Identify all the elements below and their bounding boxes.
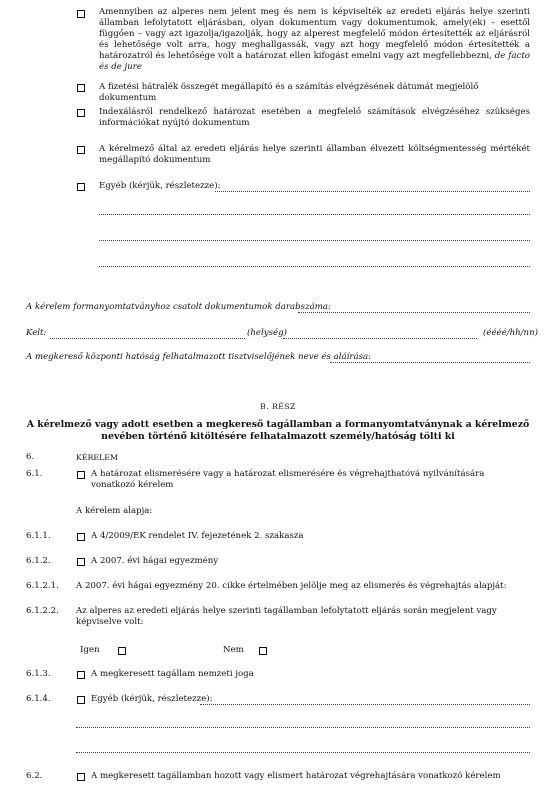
opt-a-text: Amennyiben az alperes nem jelent meg és nem is képviselték az eredeti eljárás helye szerinti államban lefolytatott eljárásban, olyan dokumentum vagy dokumentumok, amely(ek) – esettől függően – vagy azt igazolja/igazolják, hogy az alperest megfelelő módon értesítették az eljárásról és lehetősége volt arra, hogy meghallgassák, vagy azt hogy megfelelő módon értesítették a határozatról és lehetősége volt a határozat ellen kifogást emelni vagy azt megfellebbezni, de facto és de jure: [99, 7, 530, 72]
checkbox-6-1[interactable]: [77, 471, 85, 479]
opt-e-field-line-3[interactable]: [99, 240, 530, 241]
opt-e-field-line[interactable]: [215, 191, 530, 192]
signature-label: A megkereső központi hatóság felhatalmazott tisztviselőjének neve és aláírása:: [26, 352, 372, 362]
item-6-1-4-field-line-3[interactable]: [76, 752, 530, 753]
checkbox-opt-b[interactable]: [77, 84, 85, 92]
item-6-1-4-text: Egyéb (kérjük, részletezze):: [91, 694, 213, 704]
item-6-1-2-number: 6.1.2.: [26, 556, 51, 566]
basis-label: A kérelem alapja:: [76, 506, 153, 516]
checkbox-opt-d[interactable]: [77, 146, 85, 154]
opt-b-text: A fizetési hátralék összegét megállapító és a számítás elvégzésének dátumát megjelölő dokumentum: [99, 82, 479, 103]
checkbox-opt-e[interactable]: [77, 183, 85, 191]
item-6-1-4-field-line-2[interactable]: [76, 727, 530, 728]
opt-e-field-line-2[interactable]: [99, 214, 530, 215]
checkbox-opt-c[interactable]: [77, 109, 85, 117]
item-6-1-2-1-text: A 2007. évi hágai egyezmény 20. cikke értelmében jelölje meg az elismerés és végrehajtás alapját:: [76, 581, 507, 591]
item-6-2-text: A megkeresett tagállamban hozott vagy elismert határozat végrehajtására vonatkozó kérelem: [91, 771, 501, 781]
opt-d-text: A kérelmező által az eredeti eljárás helye szerinti államban élvezett költségmentesség mértékét megállapító dokumentum: [99, 144, 530, 165]
yes-label: Igen: [80, 645, 100, 655]
item-6-1-number: 6.1.: [26, 469, 43, 479]
item-6-1-1-number: 6.1.1.: [26, 531, 51, 541]
helyseg-label: (helység): [247, 328, 287, 338]
checkbox-6-1-3[interactable]: [77, 671, 85, 679]
item-6-1-1-text: A 4/2009/EK rendelet IV. fejezetének 2. szakasza: [91, 531, 304, 541]
place-field[interactable]: [50, 338, 245, 339]
checkbox-6-1-2[interactable]: [77, 558, 85, 566]
checkbox-yes[interactable]: [118, 647, 126, 655]
item-6-1-3-text: A megkeresett tagállam nemzeti joga: [91, 669, 254, 679]
kelt-label: Kelt:: [26, 328, 47, 338]
date-format-label: (éééé/hh/nn): [483, 328, 538, 338]
item-6-title: KÉRELEM: [76, 453, 118, 462]
item-6-1-2-2-text: Az alperes az eredeti eljárás helye szerinti tagállamban lefolytatott eljárás során megjelent vagy képviselve volt:: [76, 606, 497, 627]
item-6-2-number: 6.2.: [26, 771, 43, 781]
signature-field[interactable]: [330, 362, 530, 363]
opt-c-text: Indexálásról rendelkező határozat esetében a megfelelő számítások elvégzéséhez szükséges információkat nyújtó dokumentum: [99, 107, 530, 128]
item-6-1-text: A határozat elismerésére vagy a határozat elismerésére és végrehajthatóvá nyilvánítására vonatkozó kérelem: [91, 469, 485, 490]
checkbox-6-1-1[interactable]: [77, 533, 85, 541]
item-6-1-2-text: A 2007. évi hágai egyezmény: [91, 556, 219, 566]
doc-count-field[interactable]: [298, 312, 530, 313]
item-6-1-2-1-number: 6.1.2.1.: [26, 581, 59, 591]
section-b-title: A kérelmező vagy adott esetben a megkereső tagállamban a formanyomtatványnak a kérelmező nevében történő kitöltésére felhatalmazott személy/hatóság tölti ki: [26, 419, 530, 442]
item-6-1-4-number: 6.1.4.: [26, 694, 51, 704]
item-6-1-3-number: 6.1.3.: [26, 669, 51, 679]
doc-count-label: A kérelem formanyomtatványhoz csatolt dokumentumok darabszáma:: [26, 302, 331, 312]
opt-e-text: Egyéb (kérjük, részletezze):: [99, 181, 221, 191]
date-field[interactable]: [283, 338, 477, 339]
checkbox-no[interactable]: [259, 647, 267, 655]
checkbox-opt-a[interactable]: [77, 10, 85, 18]
checkbox-6-2[interactable]: [77, 773, 85, 781]
item-6-number: 6.: [26, 452, 35, 462]
no-label: Nem: [223, 645, 244, 655]
opt-e-field-line-4[interactable]: [99, 266, 530, 267]
section-b-heading: B. RÉSZ: [260, 402, 296, 411]
item-6-1-4-field-line[interactable]: [200, 704, 530, 705]
item-6-1-2-2-number: 6.1.2.2.: [26, 606, 59, 616]
checkbox-6-1-4[interactable]: [77, 696, 85, 704]
